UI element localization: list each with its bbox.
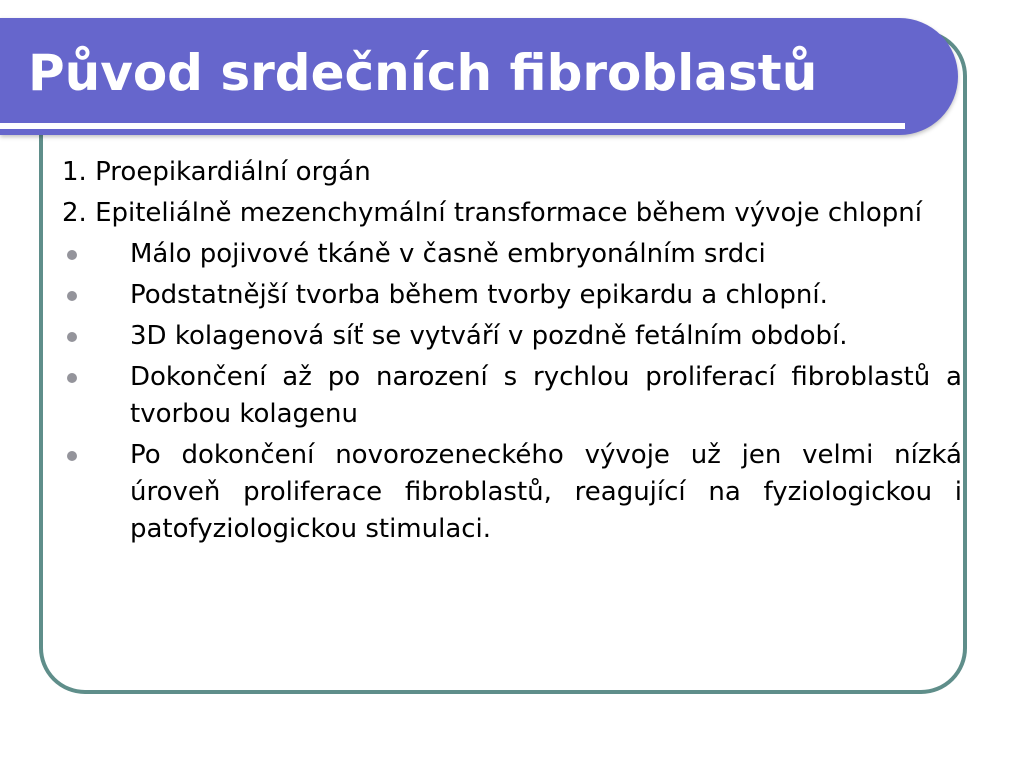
bullet-dot-icon bbox=[67, 250, 77, 260]
bullet-item-5 bbox=[62, 437, 962, 548]
bullet-item-1 bbox=[62, 236, 962, 273]
bullet-dot-icon bbox=[67, 373, 77, 383]
bullet-item-text: 3D kolagenová síť se vytváří v pozdně fetálním období. bbox=[130, 321, 848, 351]
bullet-item-2 bbox=[62, 277, 962, 314]
bullet-item-text: Po dokončení novorozeneckého vývoje už jen velmi nízká úroveň proliferace fibroblastů, reagující na fyziologickou i patofyziologickou stimulaci. bbox=[130, 440, 962, 544]
bullet-item-4 bbox=[62, 359, 962, 433]
content-list bbox=[62, 154, 962, 552]
bullet-item-text: Málo pojivové tkáně v časně embryonálním srdci bbox=[130, 239, 766, 269]
numbered-item-1 bbox=[62, 154, 962, 191]
page-title: Původ srdečních fibroblastů bbox=[28, 44, 818, 102]
bullet-dot-icon bbox=[67, 332, 77, 342]
bullet-item-text: Dokončení až po narození s rychlou proliferací fibroblastů a tvorbou kolagenu bbox=[130, 362, 962, 429]
numbered-item-2 bbox=[62, 195, 962, 232]
bullet-dot-icon bbox=[67, 291, 77, 301]
numbered-item-text: 2. Epiteliálně mezenchymální transformace během vývoje chlopní bbox=[62, 198, 922, 228]
numbered-item-text: 1. Proepikardiální orgán bbox=[62, 157, 371, 187]
title-underline bbox=[0, 123, 905, 129]
bullet-dot-icon bbox=[67, 451, 77, 461]
bullet-item-text: Podstatnější tvorba během tvorby epikardu a chlopní. bbox=[130, 280, 828, 310]
bullet-item-3 bbox=[62, 318, 962, 355]
